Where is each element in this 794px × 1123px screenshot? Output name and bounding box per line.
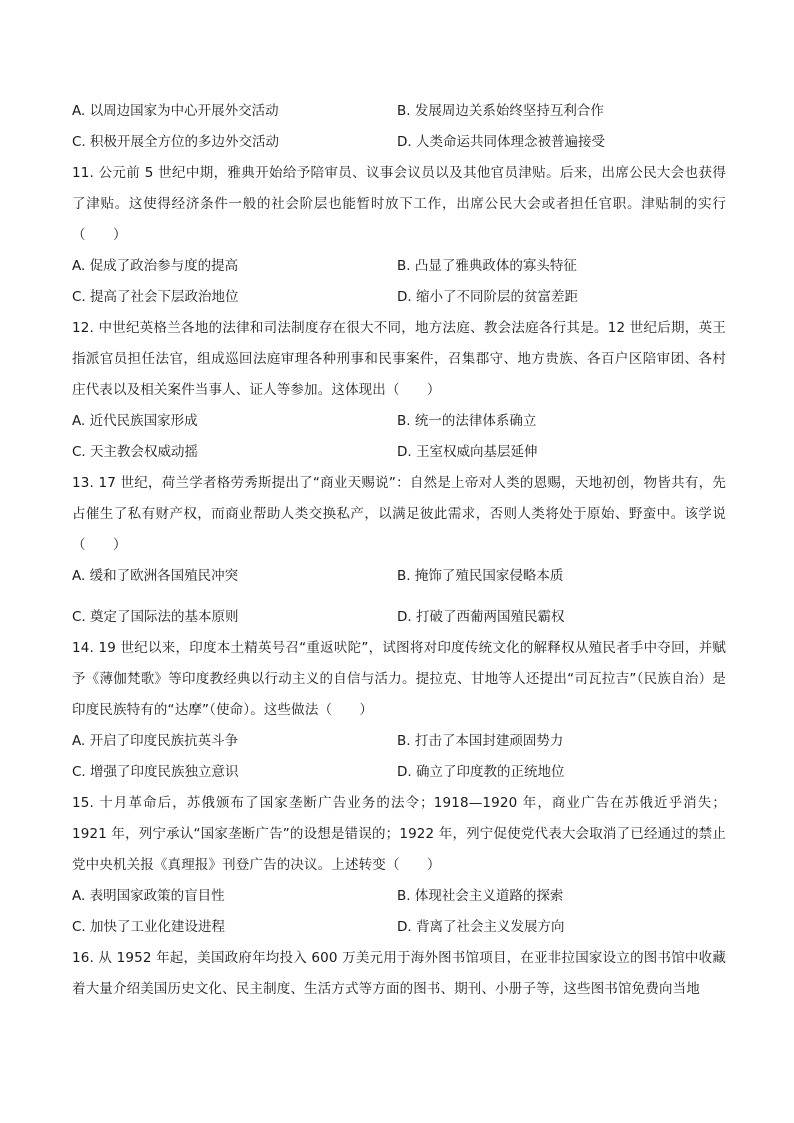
q10-option-d: D. 人类命运共同体理念被普遍接受 bbox=[397, 134, 605, 150]
q15-option-b: B. 体现社会主义道路的探索 bbox=[397, 888, 564, 904]
q14-option-d: D. 确立了印度教的正统地位 bbox=[397, 764, 565, 780]
q16-stem: 16. 从 1952 年起，美国政府年均投入 600 万美元用于海外图书馆项目，在亚非拉国家设立的图书馆中收藏着大量介绍美国历史文化、民主制度、生活方式等方面的图书、期刊、小册子等，这些图书馆免费向当地 bbox=[72, 950, 726, 997]
q12-option-a: A. 近代民族国家形成 bbox=[72, 413, 198, 429]
q12-option-b: B. 统一的法律体系确立 bbox=[397, 413, 537, 429]
q11-option-c: C. 提高了社会下层政治地位 bbox=[72, 289, 239, 305]
q12-stem: 12. 中世纪英格兰各地的法律和司法制度存在很大不同，地方法庭、教会法庭各行其是。12 世纪后期，英王指派官员担任法官，组成巡回法庭审理各种刑事和民事案件，召集郡守、地方贵族、各百户区陪审团、各村庄代表以及相关案件当事人、证人等参加。这体现出（ ） bbox=[72, 320, 726, 398]
q11-stem: 11. 公元前 5 世纪中期，雅典开始给予陪审员、议事会议员以及其他官员津贴。后来，出席公民大会也获得了津贴。这使得经济条件一般的社会阶层也能暂时放下工作，出席公民大会或者担任官职。津贴制的实行（ ） bbox=[72, 165, 726, 243]
q14-option-a: A. 开启了印度民族抗英斗争 bbox=[72, 733, 239, 749]
q10-option-b: B. 发展周边关系始终坚持互利合作 bbox=[397, 103, 604, 119]
question-list bbox=[72, 96, 726, 1005]
q10-options-row-1 bbox=[72, 96, 726, 127]
q14-options-row-1 bbox=[72, 726, 726, 757]
q15-option-a: A. 表明国家政策的盲目性 bbox=[72, 888, 225, 904]
q14-stem: 14. 19 世纪以来，印度本土精英号召“重返吠陀”，试图将对印度传统文化的解释权从殖民者手中夺回，并赋予《薄伽梵歌》等印度教经典以行动主义的自信与活力。提拉克、甘地等人还提出“司瓦拉吉”（民族自治）是印度民族特有的“达摩”（使命）。这些做法（ ） bbox=[72, 640, 726, 718]
q14-option-b: B. 打击了本国封建顽固势力 bbox=[397, 733, 564, 749]
q14-option-c: C. 增强了印度民族独立意识 bbox=[72, 764, 239, 780]
q11-option-b: B. 凸显了雅典政体的寡头特征 bbox=[397, 258, 577, 274]
q11-option-d: D. 缩小了不同阶层的贫富差距 bbox=[397, 289, 578, 305]
q12-options-row-1 bbox=[72, 406, 726, 437]
q11-options-row-2 bbox=[72, 282, 726, 313]
q13-stem: 13. 17 世纪，荷兰学者格劳秀斯提出了“商业天赐说”：自然是上帝对人类的恩赐，天地初创，物皆共有，先占催生了私有财产权，而商业帮助人类交换私产，以满足彼此需求，否则人类将处于原始、野蛮中。该学说（ ） bbox=[72, 475, 726, 553]
q14-options-row-2 bbox=[72, 757, 726, 788]
q10-options-row-2 bbox=[72, 127, 726, 158]
q15-options-row-2 bbox=[72, 912, 726, 943]
q15-option-d: D. 背离了社会主义发展方向 bbox=[397, 919, 565, 935]
q15-option-c: C. 加快了工业化建设进程 bbox=[72, 919, 226, 935]
q10-option-c: C. 积极开展全方位的多边外交活动 bbox=[72, 134, 280, 150]
q11-option-a: A. 促成了政治参与度的提高 bbox=[72, 258, 239, 274]
q10-option-a: A. 以周边国家为中心开展外交活动 bbox=[72, 103, 279, 119]
q15-options-row-1 bbox=[72, 881, 726, 912]
q12-option-d: D. 王室权威向基层延伸 bbox=[397, 444, 538, 460]
q13-option-d: D. 打破了西葡两国殖民霸权 bbox=[397, 609, 565, 625]
q12-option-c: C. 天主教会权威动摇 bbox=[72, 444, 199, 460]
q12-options-row-2 bbox=[72, 437, 726, 468]
q13-option-a: A. 缓和了欧洲各国殖民冲突 bbox=[72, 568, 239, 584]
q13-option-b: B. 掩饰了殖民国家侵略本质 bbox=[397, 568, 564, 584]
q15-stem: 15. 十月革命后，苏俄颁布了国家垄断广告业务的法令；1918—1920 年，商业广告在苏俄近乎消失；1921 年，列宁承认“国家垄断广告”的设想是错误的；1922 年，列宁促使党代表大会取消了已经通过的禁止党中央机关报《真理报》刊登广告的决议。上述转变（ ） bbox=[72, 795, 726, 873]
q13-options-row-2 bbox=[72, 602, 726, 633]
q13-options-row-1 bbox=[72, 561, 726, 592]
q13-option-c: C. 奠定了国际法的基本原则 bbox=[72, 609, 239, 625]
q11-options-row-1 bbox=[72, 251, 726, 282]
